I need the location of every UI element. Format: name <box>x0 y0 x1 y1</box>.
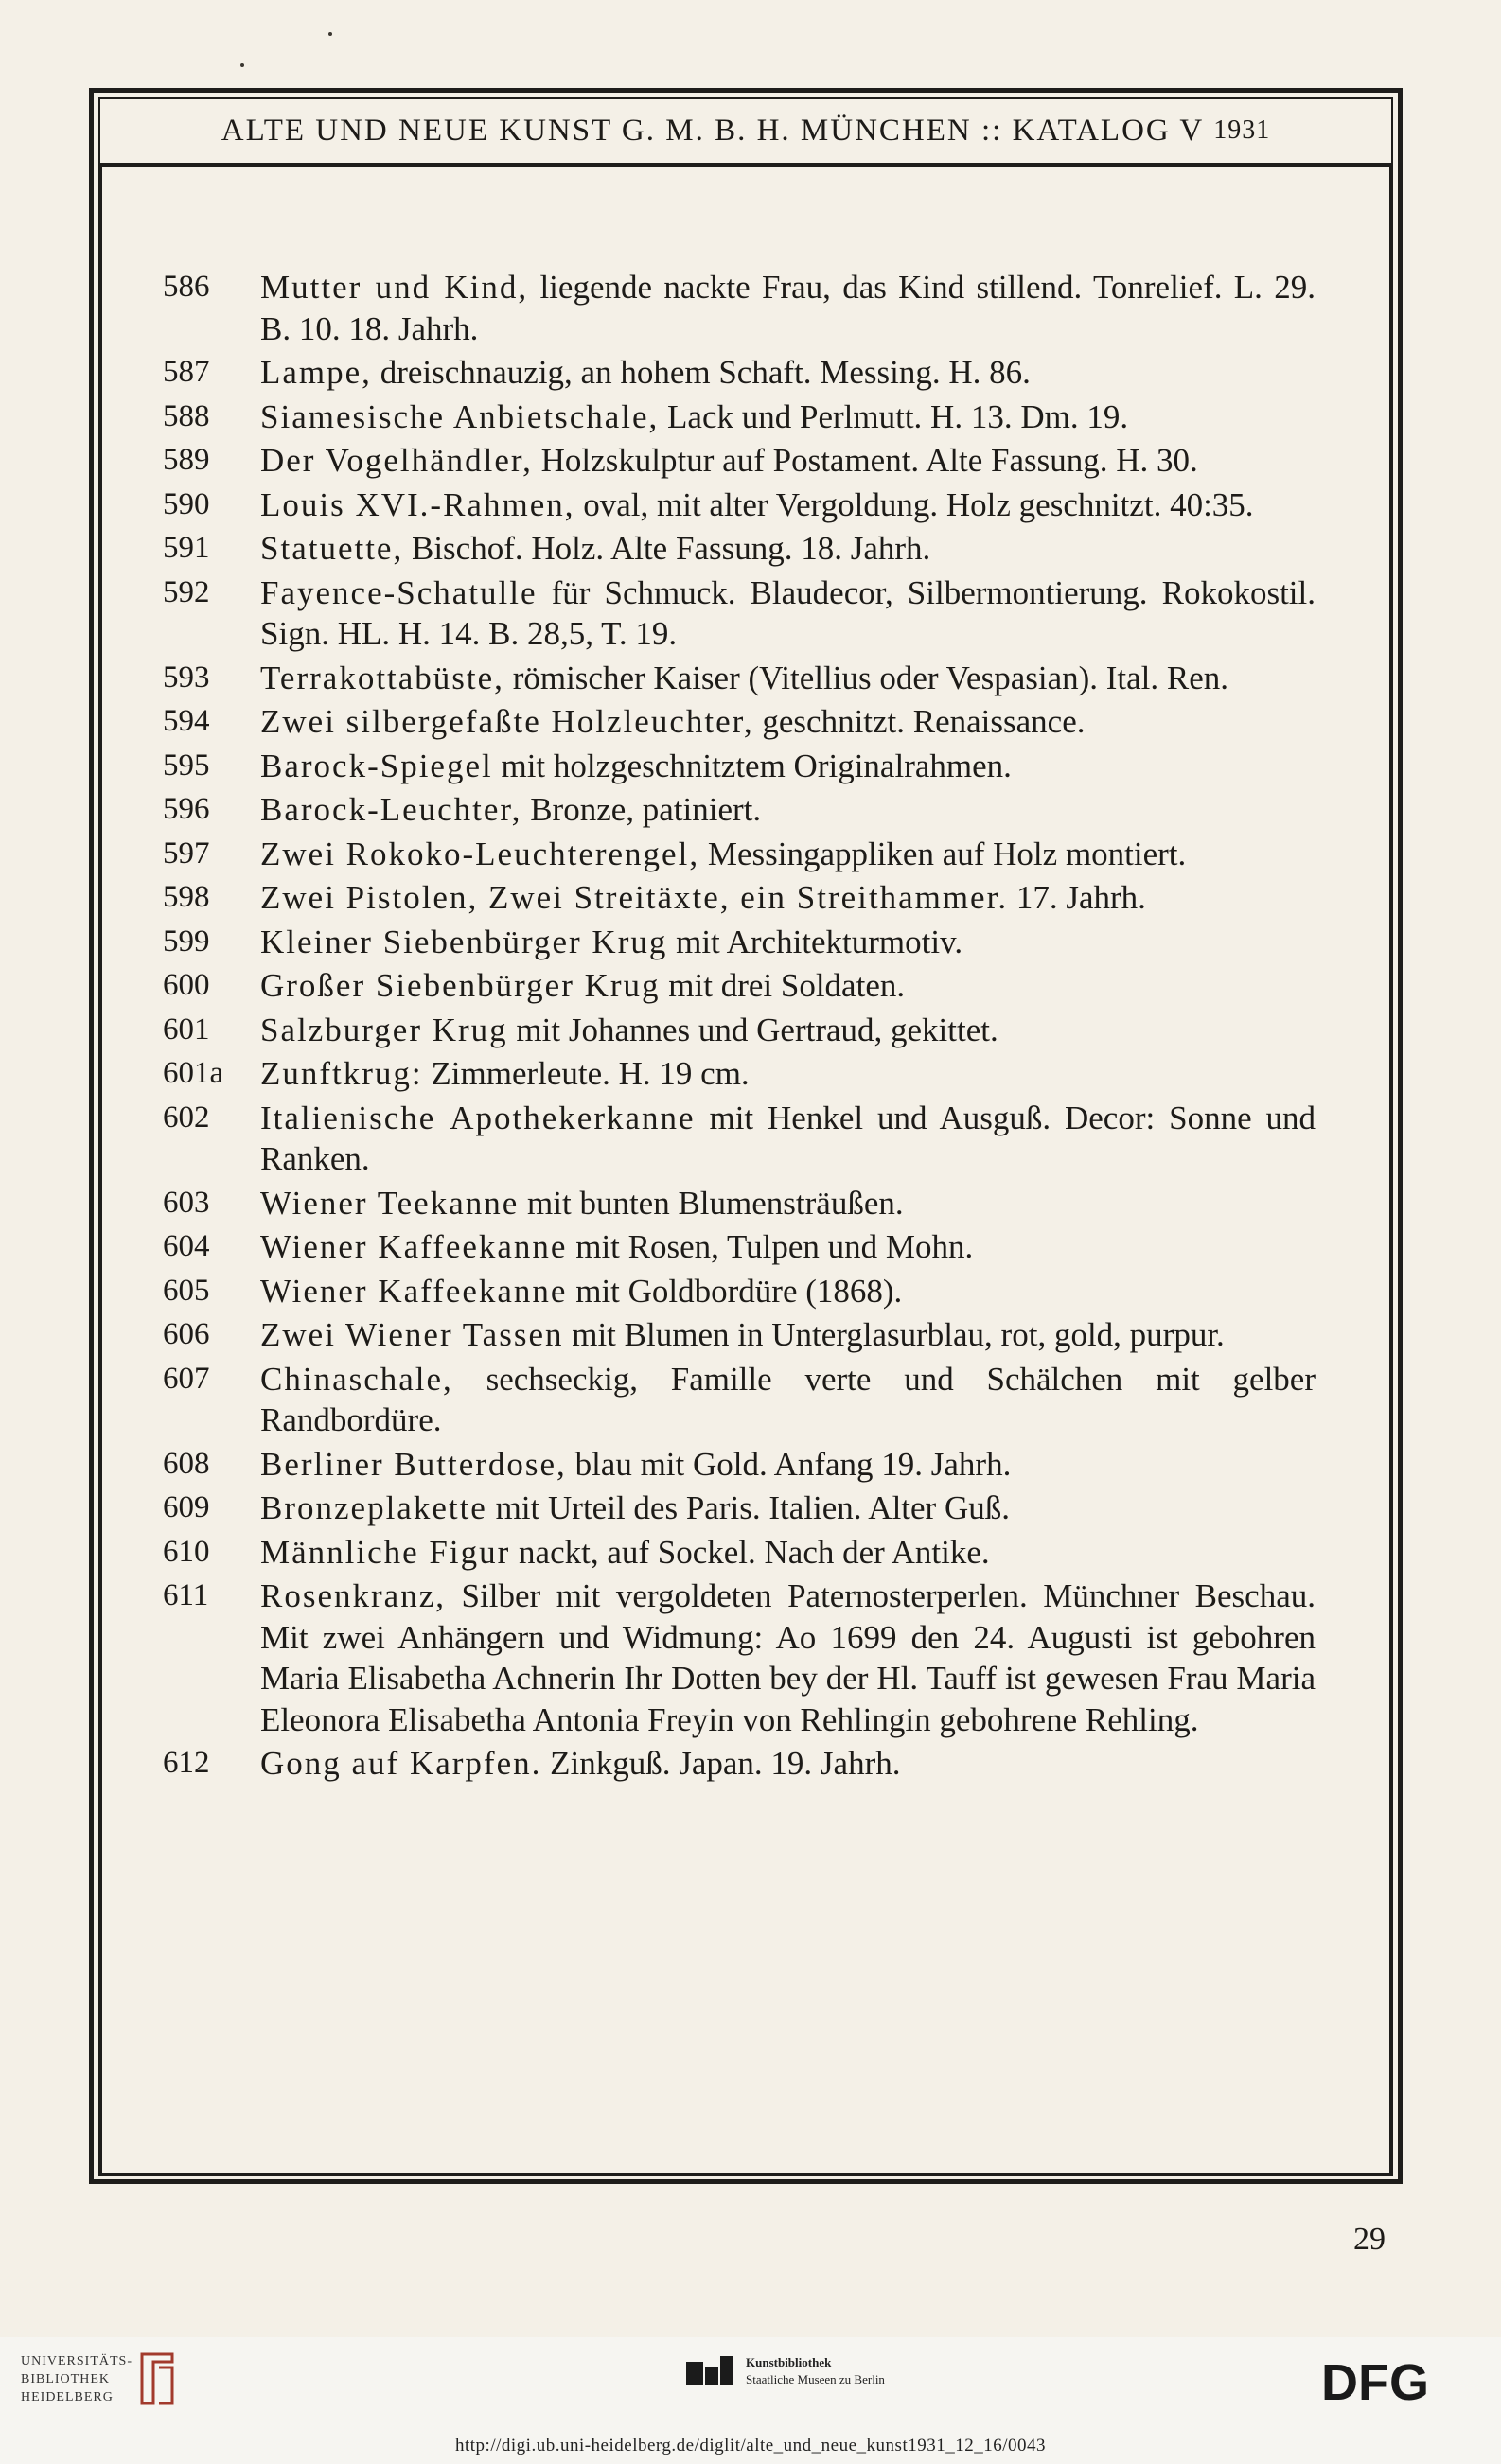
entry-number: 591 <box>163 531 210 565</box>
ink-speck <box>328 32 332 36</box>
catalog-entry <box>163 834 1316 875</box>
entry-number: 611 <box>163 1578 209 1612</box>
entry-title: Lampe, <box>260 354 372 391</box>
entry-title: Wiener Kaffeekanne <box>260 1228 568 1265</box>
entry-number: 602 <box>163 1100 210 1135</box>
entry-title: Louis XVI.-Rahmen, <box>260 485 575 523</box>
entry-description: geschnitzt. Renaissance. <box>753 703 1086 740</box>
entry-title: Italienische Apothekerkanne <box>260 1099 696 1136</box>
entry-description: mit Urteil des Paris. Italien. Alter Guß. <box>486 1489 1010 1526</box>
catalog-entry <box>163 528 1316 570</box>
entry-title: Statuette, <box>260 530 404 567</box>
catalog-entry <box>163 1226 1316 1268</box>
entry-description: für Schmuck. Blaudecor, Silbermontierung. Rokokostil. Sign. HL. H. 14. B. 28,5, T. 19. <box>260 573 1316 652</box>
entry-description: nackt, auf Sockel. Nach der Antike. <box>510 1533 990 1571</box>
entry-number: 601a <box>163 1056 224 1090</box>
entry-title: Gong auf Karpfen. <box>260 1745 542 1782</box>
entry-number: 599 <box>163 924 210 959</box>
catalog-entry <box>163 922 1316 963</box>
catalog-entry-list <box>163 267 1316 1787</box>
entry-title: Terrakottabüste, <box>260 659 504 696</box>
entry-title: Zwei Wiener Tassen <box>260 1316 564 1353</box>
ink-speck <box>240 63 244 67</box>
catalog-entry <box>163 1575 1316 1740</box>
entry-description: mit Goldbordüre (1868). <box>567 1272 903 1310</box>
entry-description: Bischof. Holz. Alte Fassung. 18. Jahrh. <box>403 530 931 567</box>
catalog-entry <box>163 1183 1316 1224</box>
kunstbibliothek-label <box>746 2354 885 2388</box>
entry-number: 604 <box>163 1229 210 1263</box>
entry-description: blau mit Gold. Anfang 19. Jahrh. <box>566 1445 1012 1483</box>
entry-description: mit Architekturmotiv. <box>667 923 963 960</box>
entry-title: Kleiner Siebenbürger Krug <box>260 923 668 960</box>
entry-description: Silber mit vergoldeten Paternosterperlen. Münchner Beschau. Mit zwei Anhängern und Widmung: Ao 1699 den 24. Augusti ist gebohren Maria Elisabetha Achnerin Ihr Dotten bey der Hl. Tauff ist gewesen Frau Maria Eleonora Elisabetha Antonia Freyin von Rehlingin gebohrene Rehling. <box>260 1577 1316 1738</box>
entry-title: Siamesische Anbietschale, <box>260 397 660 435</box>
entry-description: 17. Jahrh. <box>1008 879 1146 916</box>
entry-title: Barock-Spiegel <box>260 747 493 784</box>
entry-number: 608 <box>163 1446 210 1481</box>
university-library-label <box>21 2352 132 2406</box>
entry-title: Männliche Figur <box>260 1533 511 1571</box>
entry-title: Zwei silbergefaßte Holzleuchter, <box>260 703 754 740</box>
entry-number: 606 <box>163 1317 210 1351</box>
entry-title: Rosenkranz, <box>260 1577 446 1614</box>
dfg-logo-text: DFG <box>1321 2354 1429 2411</box>
entry-description: Holzskulptur auf Postament. Alte Fassung. H. 30. <box>532 442 1198 479</box>
catalog-entry <box>163 440 1316 482</box>
entry-description: sechseckig, Famille verte und Schälchen mit gelber Randbordüre. <box>260 1360 1316 1438</box>
entry-description: mit Johannes und Gertraud, gekittet. <box>507 1011 998 1048</box>
university-line: HEIDELBERG <box>21 2390 114 2404</box>
entry-description: mit Rosen, Tulpen und Mohn. <box>567 1228 974 1265</box>
entry-title: Wiener Kaffeekanne <box>260 1272 568 1310</box>
entry-number: 590 <box>163 486 210 521</box>
catalog-entry <box>163 1271 1316 1312</box>
entry-number: 588 <box>163 398 210 433</box>
catalog-entry <box>163 1010 1316 1051</box>
catalog-entry <box>163 877 1316 919</box>
entry-number: 607 <box>163 1361 210 1396</box>
catalog-entry <box>163 965 1316 1007</box>
catalog-entry <box>163 1053 1316 1095</box>
entry-description: Zinkguß. Japan. 19. Jahrh. <box>541 1745 901 1782</box>
catalog-entry <box>163 1743 1316 1785</box>
entry-number: 594 <box>163 704 210 738</box>
entry-number: 600 <box>163 968 210 1002</box>
catalog-entry <box>163 572 1316 655</box>
entry-number: 589 <box>163 443 210 477</box>
university-line: UNIVERSITÄTS- <box>21 2354 132 2368</box>
catalog-entry <box>163 789 1316 831</box>
entry-description: mit Blumen in Unterglasurblau, rot, gold, purpur. <box>563 1316 1225 1353</box>
page-number: 29 <box>1353 2222 1386 2257</box>
entry-title: Fayence-Schatulle <box>260 573 538 611</box>
header-year: 1931 <box>1213 115 1271 145</box>
entry-description: mit holzgeschnitztem Originalrahmen. <box>492 747 1012 784</box>
entry-title: Zwei Pistolen, Zwei Streitäxte, ein Streithammer. <box>260 879 1009 916</box>
entry-number: 595 <box>163 748 210 783</box>
catalog-entry <box>163 396 1316 438</box>
catalog-entry <box>163 1487 1316 1529</box>
entry-description: dreischnauzig, an hohem Schaft. Messing. H. 86. <box>371 354 1031 391</box>
entry-title: Zunftkrug: <box>260 1055 423 1092</box>
entry-number: 586 <box>163 270 210 304</box>
entry-number: 597 <box>163 836 210 871</box>
entry-title: Großer Siebenbürger Krug <box>260 967 661 1004</box>
catalog-entry <box>163 1532 1316 1574</box>
entry-title: Bronzeplakette <box>260 1489 487 1526</box>
entry-number: 587 <box>163 355 210 389</box>
entry-number: 598 <box>163 880 210 914</box>
catalog-entry <box>163 701 1316 743</box>
entry-description: Bronze, patiniert. <box>521 791 762 828</box>
entry-number: 592 <box>163 574 210 609</box>
entry-title: Salzburger Krug <box>260 1011 508 1048</box>
catalog-entry <box>163 1098 1316 1180</box>
entry-number: 612 <box>163 1746 210 1780</box>
running-header <box>98 106 1393 155</box>
entry-title: Berliner Butterdose, <box>260 1445 567 1483</box>
kunstbibliothek-logo-icon <box>684 2354 737 2392</box>
university-line: BIBLIOTHEK <box>21 2372 110 2386</box>
header-text: ALTE UND NEUE KUNST G. M. B. H. MÜNCHEN :: KATALOG V <box>221 113 1205 148</box>
entry-number: 601 <box>163 1012 210 1047</box>
entry-title: Der Vogelhändler, <box>260 442 533 479</box>
entry-title: Chinaschale, <box>260 1360 453 1398</box>
kunstbibliothek-subtitle: Staatliche Museen zu Berlin <box>746 2372 885 2386</box>
catalog-entry <box>163 1314 1316 1356</box>
catalog-entry <box>163 1359 1316 1441</box>
entry-title: Wiener Teekanne <box>260 1184 520 1222</box>
entry-number: 593 <box>163 660 210 695</box>
entry-description: oval, mit alter Vergoldung. Holz geschnitzt. 40:35. <box>574 485 1254 523</box>
entry-description: Lack und Perlmutt. H. 13. Dm. 19. <box>659 397 1129 435</box>
entry-description: mit drei Soldaten. <box>660 967 906 1004</box>
entry-description: Messingappliken auf Holz montiert. <box>699 835 1187 872</box>
entry-description: Zimmerleute. H. 19 cm. <box>422 1055 750 1092</box>
entry-number: 605 <box>163 1273 210 1308</box>
entry-number: 603 <box>163 1185 210 1220</box>
entry-title: Zwei Rokoko-Leuchterengel, <box>260 835 700 872</box>
catalog-entry <box>163 484 1316 526</box>
university-logo-icon <box>134 2350 180 2407</box>
entry-number: 609 <box>163 1490 210 1524</box>
entry-title: Barock-Leuchter, <box>260 791 522 828</box>
catalog-entry <box>163 658 1316 699</box>
entry-description: mit Henkel und Ausguß. Decor: Sonne und Ranken. <box>260 1099 1316 1177</box>
entry-description: mit bunten Blumensträußen. <box>519 1184 904 1222</box>
catalog-entry <box>163 352 1316 394</box>
catalog-entry <box>163 267 1316 349</box>
entry-title: Mutter und Kind, <box>260 269 529 306</box>
catalog-entry <box>163 746 1316 787</box>
entry-description: römischer Kaiser (Vitellius oder Vespasian). Ital. Ren. <box>503 659 1229 696</box>
entry-number: 610 <box>163 1534 210 1569</box>
catalog-entry <box>163 1444 1316 1486</box>
entry-number: 596 <box>163 792 210 826</box>
kunstbibliothek-title: Kunstbibliothek <box>746 2355 832 2369</box>
dfg-logo <box>1321 2354 1473 2411</box>
source-url[interactable]: http://digi.ub.uni-heidelberg.de/diglit/alte_und_neue_kunst1931_12_16/0043 <box>455 2436 1046 2455</box>
entry-description: liegende nackte Frau, das Kind stillend. Tonrelief. L. 29. B. 10. 18. Jahrh. <box>260 269 1316 347</box>
